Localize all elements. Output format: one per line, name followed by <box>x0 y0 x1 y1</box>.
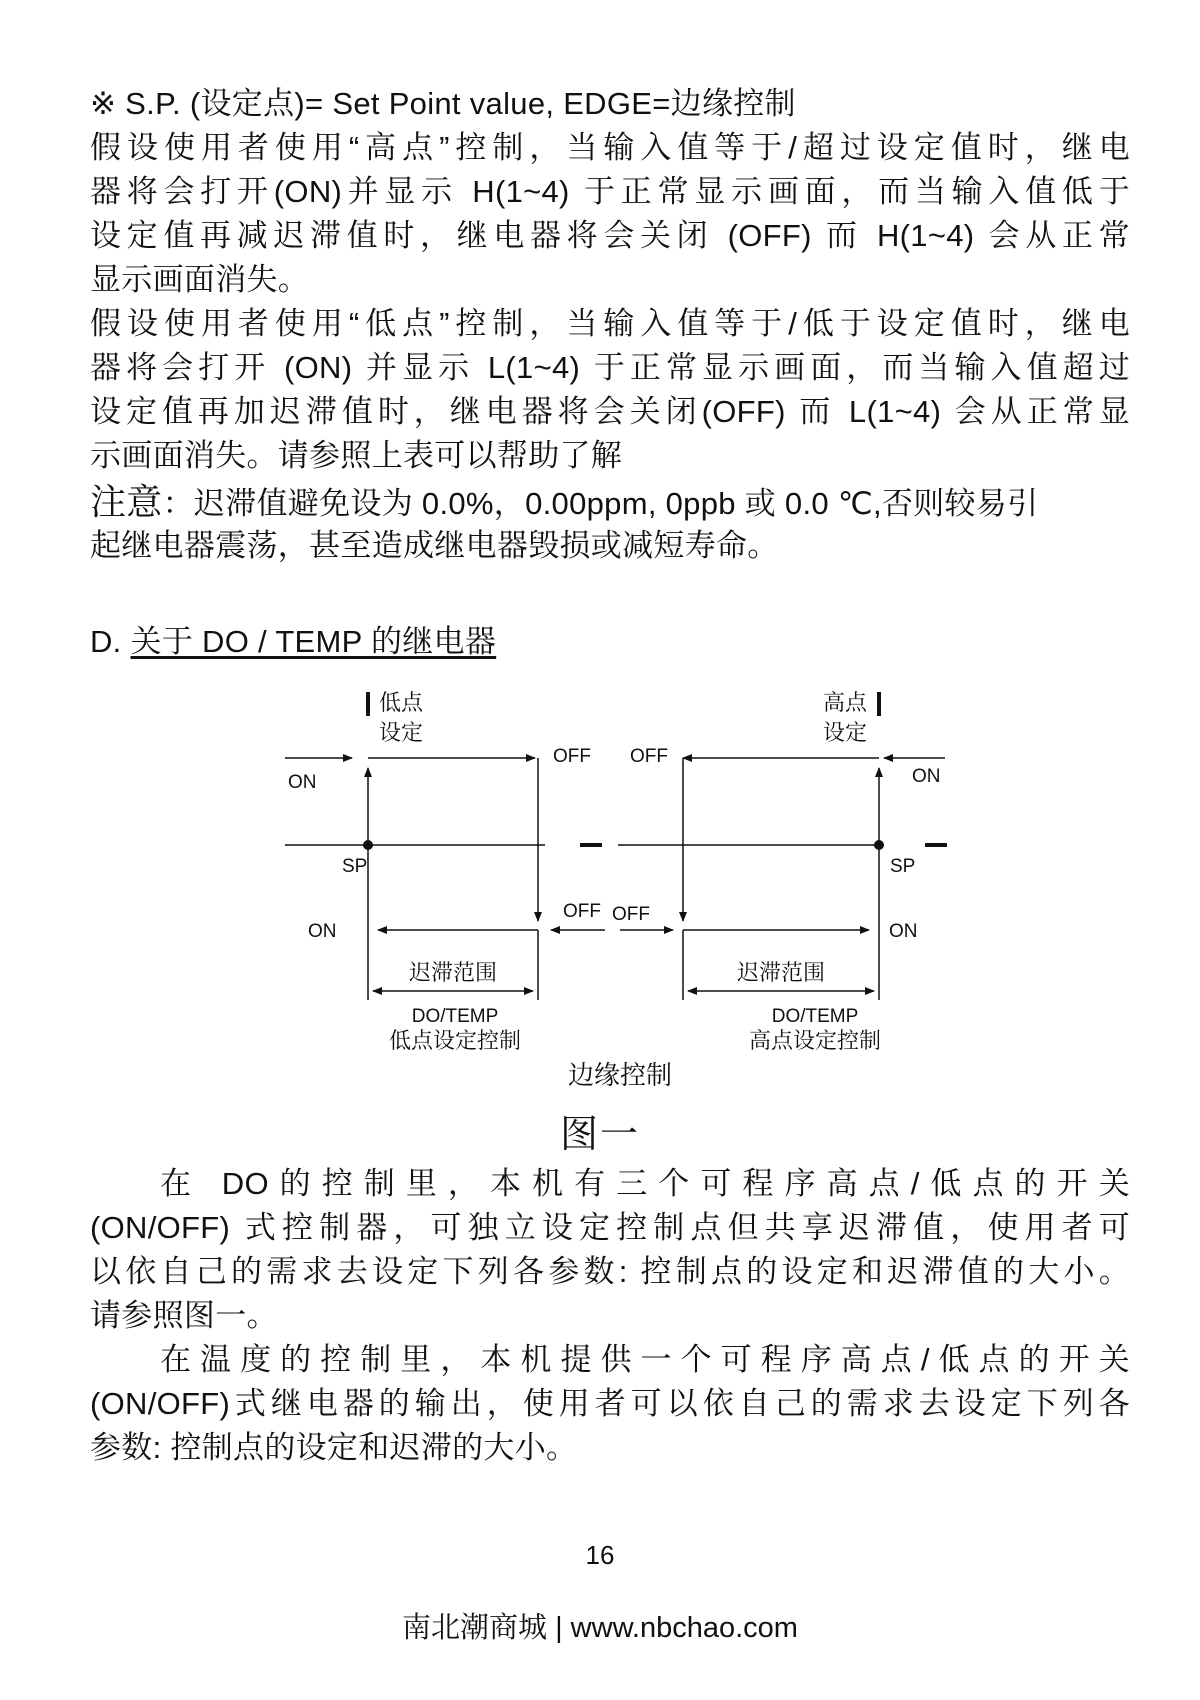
warning-line-2: 起继电器震荡，甚至造成继电器毁损或减短寿命。 <box>90 528 779 563</box>
section-prefix: D. <box>90 624 122 659</box>
caption-right-2: 高点设定控制 <box>748 1028 882 1053</box>
para2-line-1: 在温度的控制里，本机提供一个可程序高点/低点的开关 <box>160 1342 1130 1377</box>
footer-watermark: 南北潮商城 | www.nbchao.com <box>402 1612 798 1644</box>
page-number: 16 <box>585 1540 615 1570</box>
low-point-diagram <box>285 690 605 1053</box>
sp-label-right: SP <box>890 856 916 877</box>
high-point-text-1: 假设使用者使用“高点”控制，当输入值等于/超过设定值时，继电 <box>90 130 1130 165</box>
high-setpoint-label-1: 高点 <box>822 690 867 715</box>
on-lower-left: ON <box>308 921 337 942</box>
para1-line-4: 请参照图一。 <box>90 1298 278 1333</box>
warning-text-1: ：迟滞值避免设为 0.0%，0.00ppm, 0ppb 或 0.0 ℃,否则较易引 <box>162 486 1039 521</box>
high-point-diagram <box>612 690 947 1053</box>
edge-control-caption: 边缘控制 <box>567 1060 673 1090</box>
low-setpoint-label-2: 设定 <box>379 720 424 745</box>
setpoint-marker-right <box>877 692 881 716</box>
high-point-text-4: 显示画面消失。 <box>90 262 310 297</box>
caption-left-1: DO/TEMP <box>411 1006 499 1027</box>
hysteresis-label-right: 迟滞范围 <box>736 960 826 985</box>
low-point-text-1: 假设使用者使用“低点”控制，当输入值等于/低于设定值时，继电 <box>90 306 1130 341</box>
figure-title: 图一 <box>559 1114 640 1156</box>
low-point-text-3: 设定值再加迟滞值时，继电器将会关闭(OFF) 而 L(1~4) 会从正常显 <box>90 394 1130 429</box>
para2-line-3: 参数: 控制点的设定和迟滞的大小。 <box>90 1430 578 1465</box>
minus-symbol-right <box>925 843 947 847</box>
warning-label: 注意 <box>90 481 163 522</box>
high-setpoint-label-2: 设定 <box>822 720 867 745</box>
para1-line-2: (ON/OFF) 式控制器，可独立设定控制点但共享迟滞值，使用者可 <box>90 1210 1130 1245</box>
definition-line: ※ S.P. (设定点)= Set Point value, EDGE=边缘控制 <box>90 86 796 121</box>
warning-line-1 <box>90 480 1130 526</box>
on-upper-right: ON <box>912 766 941 787</box>
on-lower-right: ON <box>889 921 918 942</box>
setpoint-marker-left <box>366 692 370 716</box>
minus-symbol-left <box>580 843 602 847</box>
on-upper-left: ON <box>288 772 317 793</box>
off-lower-left: OFF <box>563 901 601 922</box>
relay-edge-diagram <box>285 680 995 1100</box>
off-upper-left: OFF <box>553 746 591 767</box>
para1-line-1: 在 DO的控制里，本机有三个可程序高点/低点的开关 <box>160 1166 1130 1201</box>
para1-line-3: 以依自己的需求去设定下列各参数: 控制点的设定和迟滞值的大小。 <box>90 1254 1130 1289</box>
high-point-text-3: 设定值再减迟滞值时，继电器将会关闭 (OFF) 而 H(1~4) 会从正常 <box>90 218 1130 253</box>
caption-right-1: DO/TEMP <box>771 1006 859 1027</box>
low-setpoint-label-1: 低点 <box>379 690 424 715</box>
high-point-text-2: 器将会打开(ON)并显示 H(1~4) 于正常显示画面，而当输入值低于 <box>90 174 1130 209</box>
hysteresis-label-left: 迟滞范围 <box>408 960 498 985</box>
section-title: 关于 DO / TEMP 的继电器 <box>130 624 497 659</box>
section-heading <box>90 620 1130 664</box>
off-upper-right: OFF <box>630 746 668 767</box>
caption-left-2: 低点设定控制 <box>388 1028 522 1053</box>
para2-line-2: (ON/OFF)式继电器的输出，使用者可以依自己的需求去设定下列各 <box>90 1386 1130 1421</box>
low-point-text-2: 器将会打开 (ON) 并显示 L(1~4) 于正常显示画面，而当输入值超过 <box>90 350 1130 385</box>
off-lower-right: OFF <box>612 904 650 925</box>
sp-label-left: SP <box>342 856 368 877</box>
low-point-text-4: 示画面消失。请参照上表可以帮助了解 <box>90 438 623 473</box>
